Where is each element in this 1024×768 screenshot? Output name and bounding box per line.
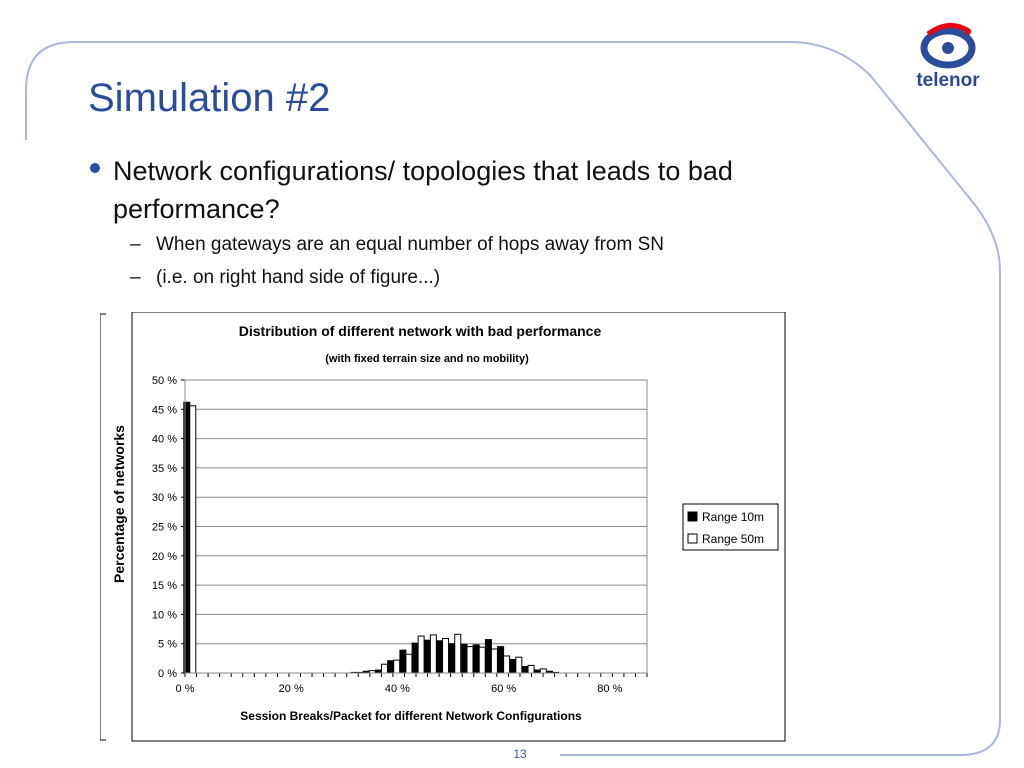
subbullet-2 bbox=[130, 267, 440, 289]
bullet-dot bbox=[90, 163, 100, 173]
subbullet-1-text: When gateways are an equal number of hops away from SN bbox=[156, 234, 664, 255]
y-tick-label: 45 % bbox=[151, 404, 177, 417]
y-tick-label: 0 % bbox=[158, 668, 177, 680]
legend-label-range-10m: Range 10m bbox=[702, 510, 765, 524]
chart bbox=[100, 312, 786, 742]
bar-range-50m bbox=[516, 657, 522, 673]
logo-text: telenor bbox=[916, 70, 980, 91]
bar-range-50m bbox=[455, 634, 461, 673]
x-tick-label: 80 % bbox=[597, 683, 623, 695]
bar-range-50m bbox=[443, 638, 449, 673]
subbullet-1 bbox=[130, 234, 664, 256]
legend-swatch-range-50m bbox=[688, 534, 697, 543]
dash-glyph: – bbox=[130, 267, 141, 288]
legend bbox=[683, 504, 778, 550]
x-tick-label: 40 % bbox=[384, 683, 410, 695]
page-title: Simulation #2 bbox=[88, 76, 331, 120]
bar-range-10m bbox=[473, 645, 479, 673]
bar-range-10m bbox=[424, 640, 430, 673]
bar-range-50m bbox=[528, 665, 534, 673]
bar-range-50m bbox=[479, 647, 485, 673]
bar-range-50m bbox=[504, 656, 510, 673]
bar-range-50m bbox=[406, 654, 412, 673]
y-tick-label: 50 % bbox=[151, 375, 177, 387]
bar-range-50m bbox=[491, 649, 497, 673]
bar-range-50m bbox=[540, 669, 546, 673]
bar-range-50m bbox=[190, 406, 196, 673]
subbullet-2-text: (i.e. on right hand side of figure...) bbox=[156, 267, 441, 288]
chart-title: Distribution of different network with bad performance bbox=[238, 323, 602, 339]
page-number: 13 bbox=[513, 747, 527, 761]
bar-range-10m bbox=[449, 644, 455, 673]
y-tick-label: 35 % bbox=[151, 462, 177, 475]
bar-range-10m bbox=[461, 644, 467, 673]
y-tick-label: 25 % bbox=[151, 521, 177, 534]
bar-range-10m bbox=[388, 661, 394, 673]
bar-range-10m bbox=[400, 650, 406, 673]
telenor-logo bbox=[908, 22, 988, 100]
bar-range-10m bbox=[485, 640, 491, 673]
y-tick-label: 15 % bbox=[151, 580, 177, 593]
legend-swatch-range-10m bbox=[688, 512, 697, 521]
bullet-text: Network configurations/ topologies that leads to bad performance? bbox=[113, 156, 733, 224]
bar-range-50m bbox=[381, 664, 387, 673]
x-tick-label: 0 % bbox=[175, 683, 195, 695]
bar-range-50m bbox=[430, 635, 436, 673]
x-tick-label: 20 % bbox=[278, 683, 304, 695]
telenor-logo-mark bbox=[918, 22, 978, 70]
chart-subtitle: (with fixed terrain size and no mobility) bbox=[325, 353, 529, 365]
y-tick-label: 30 % bbox=[151, 492, 177, 505]
chart-svg bbox=[100, 312, 786, 742]
bar-range-10m bbox=[498, 647, 504, 673]
dash-glyph: – bbox=[130, 234, 141, 255]
bar-range-50m bbox=[467, 647, 473, 673]
y-tick-label: 10 % bbox=[151, 609, 177, 622]
bar-range-10m bbox=[412, 643, 418, 673]
x-tick-label: 60 % bbox=[491, 683, 517, 695]
legend-label-range-50m: Range 50m bbox=[702, 532, 765, 546]
bar-range-10m bbox=[437, 641, 443, 673]
bar-range-50m bbox=[418, 636, 424, 673]
bar-range-10m bbox=[510, 660, 516, 673]
y-tick-label: 5 % bbox=[158, 638, 177, 651]
y-axis-label: Percentage of networks bbox=[111, 425, 127, 583]
x-axis-label: Session Breaks/Packet for different Network Configurations bbox=[240, 709, 582, 723]
y-tick-label: 40 % bbox=[151, 433, 177, 446]
bar-range-50m bbox=[394, 660, 400, 673]
y-tick-label: 20 % bbox=[151, 550, 177, 563]
bar-range-10m bbox=[522, 667, 528, 673]
